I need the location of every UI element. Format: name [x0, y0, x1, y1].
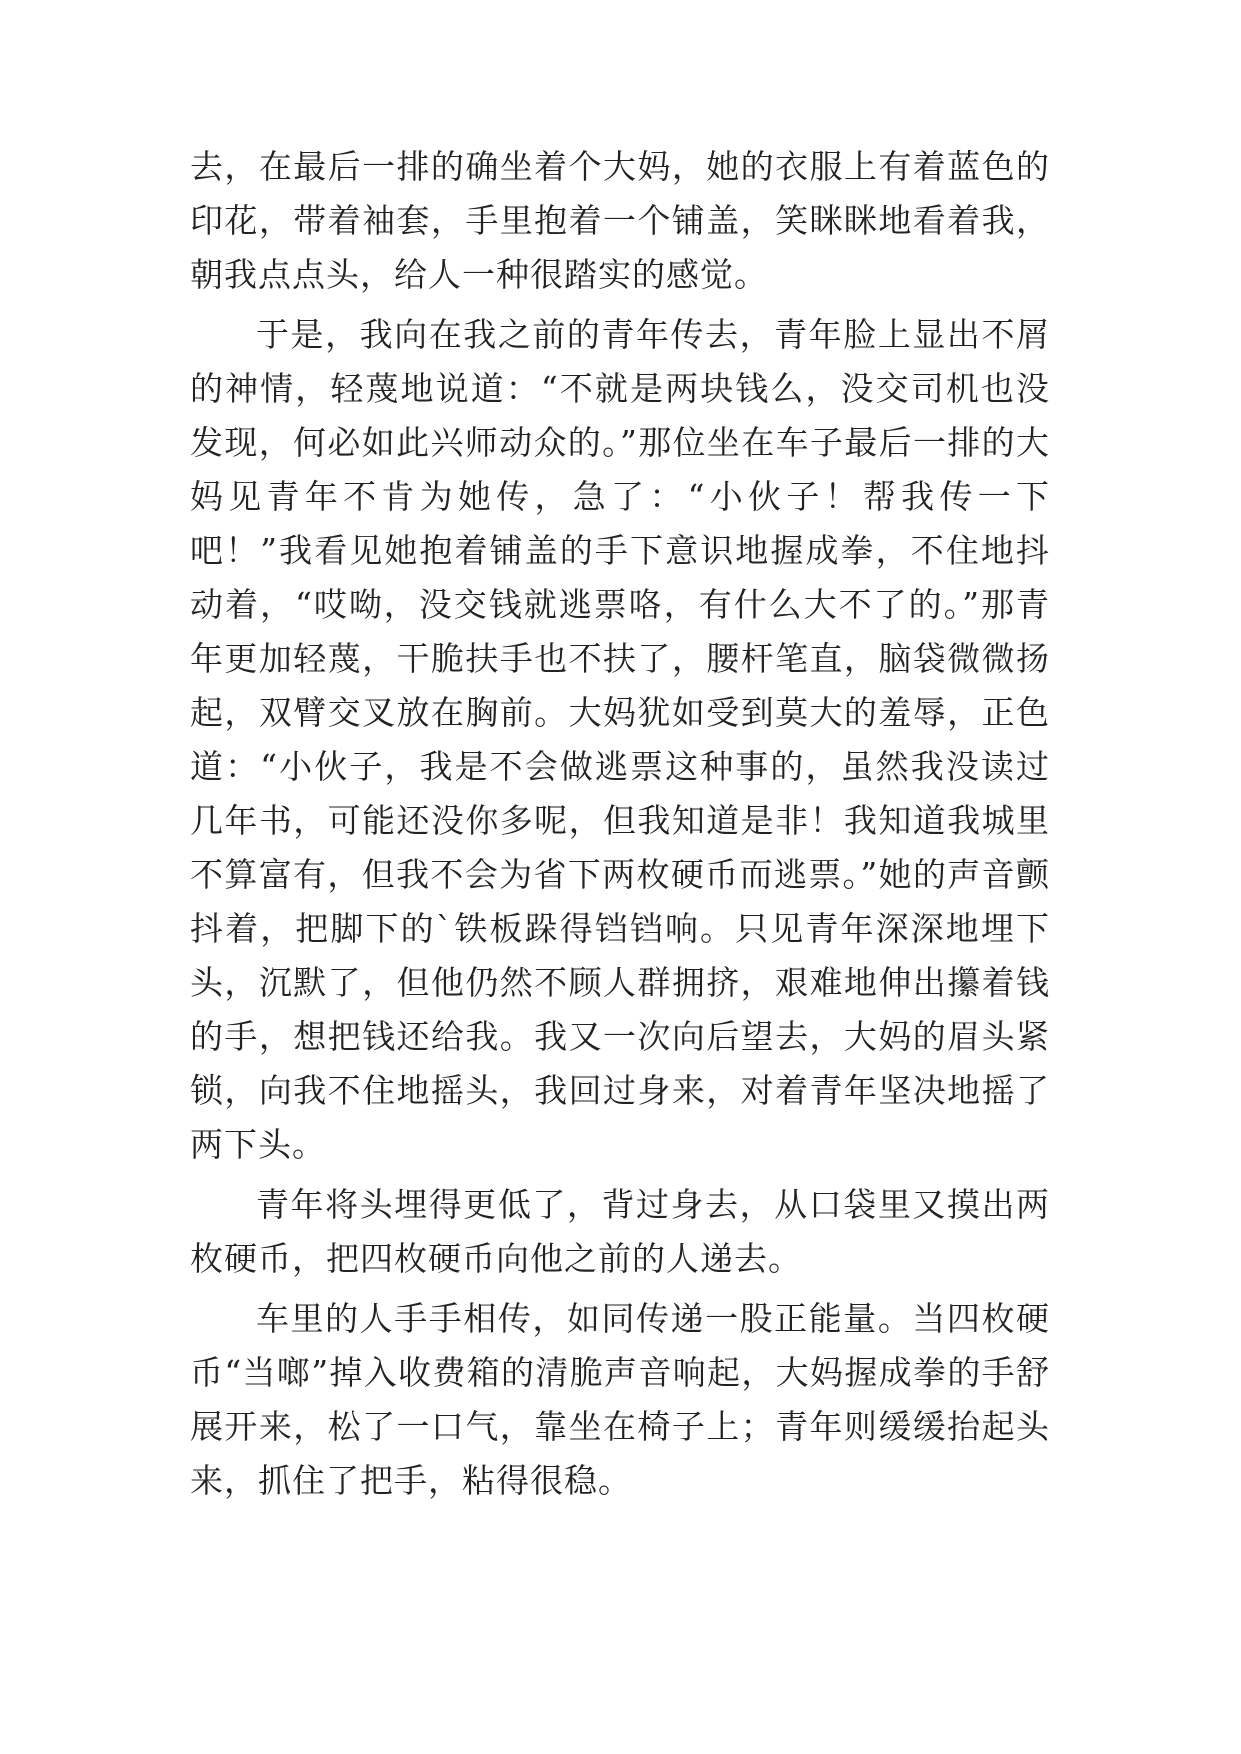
paragraph-1: 去，在最后一排的确坐着个大妈，她的衣服上有着蓝色的印花，带着袖套，手里抱着一个铺盖，笑眯眯地看着我，朝我点点头，给人一种很踏实的感觉。: [190, 147, 1050, 294]
body-text: [190, 140, 1050, 1514]
paragraph-4: 车里的人手手相传，如同传递一股正能量。当四枚硬币“当啷”掉入收费箱的清脆声音响起，大妈握成拳的手舒展开来，松了一口气，靠坐在椅子上；青年则缓缓抬起头来，抓住了把手，粘得很稳。: [190, 1299, 1050, 1500]
paragraph-3: 青年将头埋得更低了，背过身去，从口袋里又摸出两枚硬币，把四枚硬币向他之前的人递去。: [190, 1185, 1050, 1278]
paragraph-2: 于是，我向在我之前的青年传去，青年脸上显出不屑的神情，轻蔑地说道：“不就是两块钱么，没交司机也没发现，何必如此兴师动众的。”那位坐在车子最后一排的大妈见青年不肯为她传，急了：“小伙子！帮我传一下吧！”我看见她抱着铺盖的手下意识地握成拳，不住地抖动着，“哎呦，没交钱就逃票咯，有什么大不了的。”那青年更加轻蔑，干脆扶手也不扶了，腰杆笔直，脑袋微微扬起，双臂交叉放在胸前。大妈犹如受到莫大的羞辱，正色道：“小伙子，我是不会做逃票这种事的，虽然我没读过几年书，可能还没你多呢，但我知道是非！我知道我城里不算富有，但我不会为省下两枚硬币而逃票。”她的声音颤抖着，把脚下的`铁板跺得铛铛响。只见青年深深地埋下头，沉默了，但他仍然不顾人群拥挤，艰难地伸出攥着钱的手，想把钱还给我。我又一次向后望去，大妈的眉头紧锁，向我不住地摇头，我回过身来，对着青年坚决地摇了两下头。: [190, 315, 1050, 1164]
